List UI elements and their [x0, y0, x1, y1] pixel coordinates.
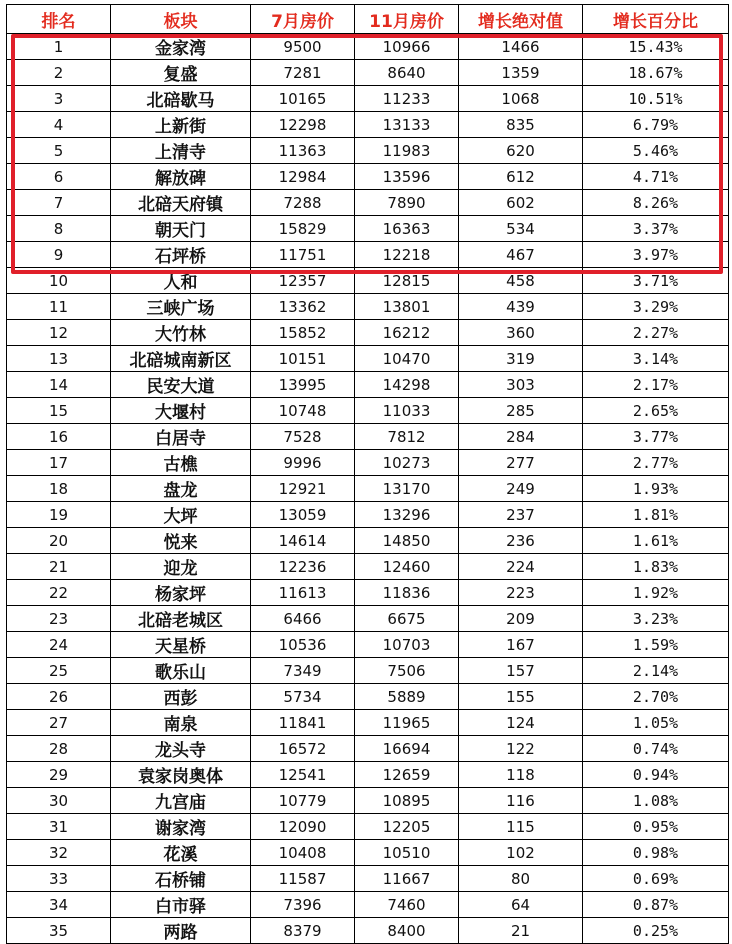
- cell-area: 金家湾: [111, 34, 251, 60]
- cell-july-price: 7528: [251, 424, 355, 450]
- cell-november-price: 13170: [355, 476, 459, 502]
- cell-absolute-growth: 612: [459, 164, 583, 190]
- table-row: [7, 892, 729, 918]
- cell-absolute-growth: 534: [459, 216, 583, 242]
- cell-rank: 23: [7, 606, 111, 632]
- cell-percent-growth: 0.74%: [583, 736, 729, 762]
- table-row: [7, 424, 729, 450]
- cell-percent-growth: 1.59%: [583, 632, 729, 658]
- cell-area: 袁家岗奥体: [111, 762, 251, 788]
- cell-area: 北碚天府镇: [111, 190, 251, 216]
- cell-november-price: 12460: [355, 554, 459, 580]
- cell-rank: 16: [7, 424, 111, 450]
- cell-november-price: 7460: [355, 892, 459, 918]
- cell-area: 花溪: [111, 840, 251, 866]
- cell-percent-growth: 15.43%: [583, 34, 729, 60]
- cell-november-price: 6675: [355, 606, 459, 632]
- cell-absolute-growth: 64: [459, 892, 583, 918]
- cell-area: 谢家湾: [111, 814, 251, 840]
- cell-percent-growth: 3.77%: [583, 424, 729, 450]
- cell-july-price: 15852: [251, 320, 355, 346]
- cell-area: 三峡广场: [111, 294, 251, 320]
- cell-percent-growth: 2.77%: [583, 450, 729, 476]
- table-row: [7, 190, 729, 216]
- cell-absolute-growth: 122: [459, 736, 583, 762]
- cell-absolute-growth: 620: [459, 138, 583, 164]
- cell-area: 石坪桥: [111, 242, 251, 268]
- cell-november-price: 16694: [355, 736, 459, 762]
- cell-july-price: 10779: [251, 788, 355, 814]
- table-row: [7, 710, 729, 736]
- cell-percent-growth: 5.46%: [583, 138, 729, 164]
- table-row: [7, 918, 729, 944]
- cell-july-price: 7281: [251, 60, 355, 86]
- table-row: [7, 372, 729, 398]
- cell-area: 南泉: [111, 710, 251, 736]
- cell-november-price: 13296: [355, 502, 459, 528]
- cell-rank: 35: [7, 918, 111, 944]
- cell-area: 杨家坪: [111, 580, 251, 606]
- cell-area: 白市驿: [111, 892, 251, 918]
- cell-area: 大坪: [111, 502, 251, 528]
- cell-area: 北碚歇马: [111, 86, 251, 112]
- cell-percent-growth: 0.95%: [583, 814, 729, 840]
- cell-percent-growth: 3.29%: [583, 294, 729, 320]
- header-row: [7, 5, 729, 34]
- cell-july-price: 7396: [251, 892, 355, 918]
- cell-absolute-growth: 116: [459, 788, 583, 814]
- cell-percent-growth: 1.08%: [583, 788, 729, 814]
- table-row: [7, 398, 729, 424]
- cell-absolute-growth: 124: [459, 710, 583, 736]
- cell-rank: 22: [7, 580, 111, 606]
- cell-absolute-growth: 167: [459, 632, 583, 658]
- cell-july-price: 13059: [251, 502, 355, 528]
- table-row: [7, 762, 729, 788]
- cell-july-price: 6466: [251, 606, 355, 632]
- cell-absolute-growth: 319: [459, 346, 583, 372]
- cell-absolute-growth: 284: [459, 424, 583, 450]
- table-row: [7, 86, 729, 112]
- cell-july-price: 9996: [251, 450, 355, 476]
- cell-percent-growth: 1.92%: [583, 580, 729, 606]
- cell-area: 朝天门: [111, 216, 251, 242]
- cell-july-price: 12357: [251, 268, 355, 294]
- cell-percent-growth: 3.71%: [583, 268, 729, 294]
- cell-percent-growth: 0.98%: [583, 840, 729, 866]
- cell-july-price: 12984: [251, 164, 355, 190]
- cell-area: 两路: [111, 918, 251, 944]
- table-row: [7, 450, 729, 476]
- cell-rank: 34: [7, 892, 111, 918]
- table-row: [7, 684, 729, 710]
- table-row: [7, 814, 729, 840]
- cell-absolute-growth: 236: [459, 528, 583, 554]
- cell-percent-growth: 18.67%: [583, 60, 729, 86]
- cell-rank: 21: [7, 554, 111, 580]
- cell-november-price: 11965: [355, 710, 459, 736]
- table-row: [7, 554, 729, 580]
- cell-absolute-growth: 303: [459, 372, 583, 398]
- cell-percent-growth: 0.87%: [583, 892, 729, 918]
- cell-percent-growth: 2.70%: [583, 684, 729, 710]
- cell-absolute-growth: 360: [459, 320, 583, 346]
- cell-percent-growth: 2.17%: [583, 372, 729, 398]
- cell-july-price: 12236: [251, 554, 355, 580]
- cell-rank: 31: [7, 814, 111, 840]
- cell-november-price: 7506: [355, 658, 459, 684]
- cell-percent-growth: 6.79%: [583, 112, 729, 138]
- cell-area: 古樵: [111, 450, 251, 476]
- cell-july-price: 11613: [251, 580, 355, 606]
- cell-november-price: 12659: [355, 762, 459, 788]
- cell-november-price: 16363: [355, 216, 459, 242]
- cell-november-price: 12205: [355, 814, 459, 840]
- cell-area: 九宫庙: [111, 788, 251, 814]
- cell-percent-growth: 1.05%: [583, 710, 729, 736]
- cell-absolute-growth: 277: [459, 450, 583, 476]
- cell-rank: 1: [7, 34, 111, 60]
- cell-july-price: 9500: [251, 34, 355, 60]
- cell-area: 民安大道: [111, 372, 251, 398]
- table-row: [7, 346, 729, 372]
- cell-july-price: 10151: [251, 346, 355, 372]
- cell-november-price: 10703: [355, 632, 459, 658]
- cell-july-price: 11587: [251, 866, 355, 892]
- cell-july-price: 14614: [251, 528, 355, 554]
- cell-percent-growth: 3.97%: [583, 242, 729, 268]
- cell-november-price: 11836: [355, 580, 459, 606]
- cell-rank: 29: [7, 762, 111, 788]
- cell-rank: 3: [7, 86, 111, 112]
- cell-november-price: 12218: [355, 242, 459, 268]
- cell-november-price: 11033: [355, 398, 459, 424]
- cell-rank: 13: [7, 346, 111, 372]
- cell-absolute-growth: 157: [459, 658, 583, 684]
- cell-rank: 18: [7, 476, 111, 502]
- table-row: [7, 502, 729, 528]
- table-row: [7, 34, 729, 60]
- cell-absolute-growth: 249: [459, 476, 583, 502]
- cell-rank: 11: [7, 294, 111, 320]
- cell-july-price: 11751: [251, 242, 355, 268]
- cell-percent-growth: 0.69%: [583, 866, 729, 892]
- cell-july-price: 10536: [251, 632, 355, 658]
- header-area: 板块: [111, 5, 251, 34]
- table-row: [7, 788, 729, 814]
- cell-july-price: 10408: [251, 840, 355, 866]
- cell-rank: 15: [7, 398, 111, 424]
- cell-november-price: 11233: [355, 86, 459, 112]
- cell-november-price: 13596: [355, 164, 459, 190]
- table-row: [7, 164, 729, 190]
- cell-absolute-growth: 224: [459, 554, 583, 580]
- cell-july-price: 13995: [251, 372, 355, 398]
- cell-november-price: 7890: [355, 190, 459, 216]
- cell-november-price: 14298: [355, 372, 459, 398]
- cell-area: 白居寺: [111, 424, 251, 450]
- cell-november-price: 10966: [355, 34, 459, 60]
- price-growth-table: [6, 4, 729, 944]
- cell-rank: 5: [7, 138, 111, 164]
- cell-rank: 14: [7, 372, 111, 398]
- cell-absolute-growth: 467: [459, 242, 583, 268]
- cell-rank: 8: [7, 216, 111, 242]
- cell-july-price: 12298: [251, 112, 355, 138]
- cell-area: 上清寺: [111, 138, 251, 164]
- cell-percent-growth: 3.37%: [583, 216, 729, 242]
- cell-july-price: 11363: [251, 138, 355, 164]
- cell-percent-growth: 2.14%: [583, 658, 729, 684]
- cell-absolute-growth: 118: [459, 762, 583, 788]
- table-row: [7, 658, 729, 684]
- cell-july-price: 8379: [251, 918, 355, 944]
- table-row: [7, 606, 729, 632]
- cell-november-price: 10273: [355, 450, 459, 476]
- cell-percent-growth: 2.65%: [583, 398, 729, 424]
- cell-november-price: 12815: [355, 268, 459, 294]
- cell-absolute-growth: 285: [459, 398, 583, 424]
- table-row: [7, 242, 729, 268]
- cell-area: 人和: [111, 268, 251, 294]
- cell-rank: 19: [7, 502, 111, 528]
- cell-area: 悦来: [111, 528, 251, 554]
- header-rank: 排名: [7, 5, 111, 34]
- cell-july-price: 12541: [251, 762, 355, 788]
- table-row: [7, 216, 729, 242]
- cell-november-price: 10470: [355, 346, 459, 372]
- cell-rank: 30: [7, 788, 111, 814]
- cell-rank: 2: [7, 60, 111, 86]
- table-row: [7, 476, 729, 502]
- cell-area: 复盛: [111, 60, 251, 86]
- cell-november-price: 14850: [355, 528, 459, 554]
- cell-area: 迎龙: [111, 554, 251, 580]
- cell-absolute-growth: 835: [459, 112, 583, 138]
- header-november-price: 11月房价: [355, 5, 459, 34]
- cell-rank: 26: [7, 684, 111, 710]
- table-row: [7, 320, 729, 346]
- table-row: [7, 138, 729, 164]
- cell-absolute-growth: 21: [459, 918, 583, 944]
- cell-percent-growth: 10.51%: [583, 86, 729, 112]
- cell-absolute-growth: 439: [459, 294, 583, 320]
- cell-november-price: 13801: [355, 294, 459, 320]
- table-row: [7, 60, 729, 86]
- cell-percent-growth: 1.83%: [583, 554, 729, 580]
- cell-absolute-growth: 1466: [459, 34, 583, 60]
- cell-absolute-growth: 155: [459, 684, 583, 710]
- cell-percent-growth: 1.61%: [583, 528, 729, 554]
- cell-absolute-growth: 102: [459, 840, 583, 866]
- cell-absolute-growth: 80: [459, 866, 583, 892]
- table-row: [7, 840, 729, 866]
- header-absolute-growth: 增长绝对值: [459, 5, 583, 34]
- cell-percent-growth: 8.26%: [583, 190, 729, 216]
- cell-july-price: 11841: [251, 710, 355, 736]
- header-july-price: 7月房价: [251, 5, 355, 34]
- table-row: [7, 580, 729, 606]
- cell-july-price: 12921: [251, 476, 355, 502]
- cell-percent-growth: 1.81%: [583, 502, 729, 528]
- cell-november-price: 7812: [355, 424, 459, 450]
- cell-percent-growth: 1.93%: [583, 476, 729, 502]
- cell-november-price: 8640: [355, 60, 459, 86]
- table-row: [7, 268, 729, 294]
- cell-rank: 9: [7, 242, 111, 268]
- cell-area: 西彭: [111, 684, 251, 710]
- cell-july-price: 7349: [251, 658, 355, 684]
- cell-rank: 20: [7, 528, 111, 554]
- table-row: [7, 528, 729, 554]
- table-row: [7, 736, 729, 762]
- cell-july-price: 13362: [251, 294, 355, 320]
- cell-july-price: 10748: [251, 398, 355, 424]
- cell-november-price: 5889: [355, 684, 459, 710]
- cell-percent-growth: 4.71%: [583, 164, 729, 190]
- cell-november-price: 11667: [355, 866, 459, 892]
- table-body: [7, 34, 729, 944]
- cell-november-price: 16212: [355, 320, 459, 346]
- cell-rank: 17: [7, 450, 111, 476]
- cell-july-price: 10165: [251, 86, 355, 112]
- cell-july-price: 16572: [251, 736, 355, 762]
- cell-percent-growth: 0.25%: [583, 918, 729, 944]
- cell-rank: 10: [7, 268, 111, 294]
- table-row: [7, 112, 729, 138]
- cell-rank: 24: [7, 632, 111, 658]
- cell-percent-growth: 3.23%: [583, 606, 729, 632]
- table-row: [7, 294, 729, 320]
- cell-absolute-growth: 115: [459, 814, 583, 840]
- cell-november-price: 8400: [355, 918, 459, 944]
- cell-rank: 12: [7, 320, 111, 346]
- cell-absolute-growth: 209: [459, 606, 583, 632]
- cell-area: 歌乐山: [111, 658, 251, 684]
- cell-area: 北碚城南新区: [111, 346, 251, 372]
- cell-absolute-growth: 1359: [459, 60, 583, 86]
- cell-rank: 4: [7, 112, 111, 138]
- cell-november-price: 10895: [355, 788, 459, 814]
- cell-area: 石桥铺: [111, 866, 251, 892]
- table-row: [7, 632, 729, 658]
- cell-area: 天星桥: [111, 632, 251, 658]
- cell-rank: 27: [7, 710, 111, 736]
- cell-absolute-growth: 458: [459, 268, 583, 294]
- cell-november-price: 13133: [355, 112, 459, 138]
- cell-area: 上新街: [111, 112, 251, 138]
- cell-percent-growth: 0.94%: [583, 762, 729, 788]
- cell-rank: 25: [7, 658, 111, 684]
- cell-absolute-growth: 602: [459, 190, 583, 216]
- cell-july-price: 15829: [251, 216, 355, 242]
- cell-november-price: 11983: [355, 138, 459, 164]
- cell-absolute-growth: 223: [459, 580, 583, 606]
- cell-november-price: 10510: [355, 840, 459, 866]
- cell-rank: 28: [7, 736, 111, 762]
- cell-rank: 32: [7, 840, 111, 866]
- cell-absolute-growth: 237: [459, 502, 583, 528]
- cell-area: 解放碑: [111, 164, 251, 190]
- cell-area: 北碚老城区: [111, 606, 251, 632]
- cell-area: 大竹林: [111, 320, 251, 346]
- cell-rank: 6: [7, 164, 111, 190]
- cell-july-price: 7288: [251, 190, 355, 216]
- cell-july-price: 12090: [251, 814, 355, 840]
- cell-area: 龙头寺: [111, 736, 251, 762]
- cell-percent-growth: 3.14%: [583, 346, 729, 372]
- cell-percent-growth: 2.27%: [583, 320, 729, 346]
- cell-rank: 7: [7, 190, 111, 216]
- cell-july-price: 5734: [251, 684, 355, 710]
- cell-absolute-growth: 1068: [459, 86, 583, 112]
- header-percent-growth: 增长百分比: [583, 5, 729, 34]
- cell-area: 大堰村: [111, 398, 251, 424]
- cell-rank: 33: [7, 866, 111, 892]
- price-growth-sheet: [6, 4, 728, 944]
- cell-area: 盘龙: [111, 476, 251, 502]
